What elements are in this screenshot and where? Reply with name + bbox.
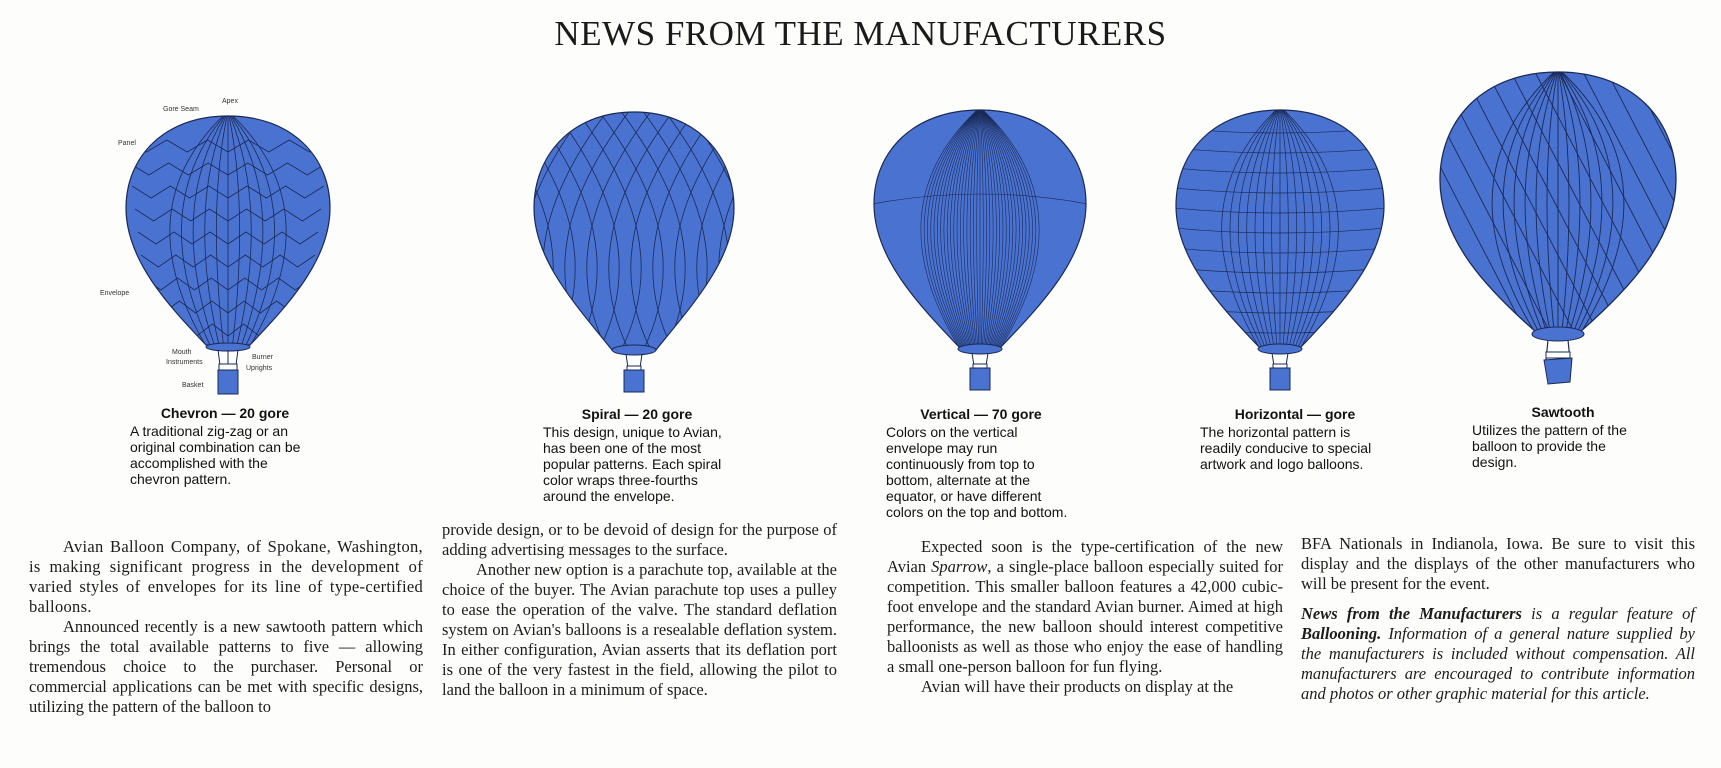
chevron-description: A traditional zig-zag or an original combination can be accomplished with the chevron pattern. xyxy=(130,423,301,487)
sawtooth-balloon-illustration xyxy=(1438,70,1678,392)
horizontal-balloon-illustration xyxy=(1174,108,1386,394)
gore-seam-label: Gore Seam xyxy=(163,106,199,113)
feature-name: News from the Manufacturers xyxy=(1301,604,1522,623)
uprights-label: Uprights xyxy=(246,365,273,372)
spiral-balloon-illustration xyxy=(532,110,736,394)
article-column-1 xyxy=(29,537,423,717)
spiral-heading: Spiral — 20 gore xyxy=(581,406,693,422)
sawtooth-caption xyxy=(1472,404,1654,470)
editorial-note xyxy=(1301,604,1695,704)
instruments-label: Instruments xyxy=(166,359,203,366)
sawtooth-heading: Sawtooth xyxy=(1531,404,1595,420)
col1-paragraph-1: Avian Balloon Company, of Spokane, Washington, is making significant progress in the development of varied styles of envelopes for its line of type-certified balloons. xyxy=(29,537,423,616)
col2-paragraph-2: Another new option is a parachute top, available at the choice of the buyer. The Avian parachute top uses a pulley to ease the operation of the valve. The standard deflation system on Avian's balloons is a resealable deflation system. In either configuration, Avian asserts that its deflation port is one of the very fastest in the field, allowing the pilot to land the balloon in a minimum of space. xyxy=(442,560,837,699)
page-title: NEWS FROM THE MANUFACTURERS xyxy=(554,14,1167,53)
magazine-name: Ballooning. xyxy=(1301,624,1382,643)
vertical-heading: Vertical — 70 gore xyxy=(920,406,1042,422)
mouth-label: Mouth xyxy=(172,349,192,356)
article-column-4 xyxy=(1301,534,1695,704)
basket-label: Basket xyxy=(182,382,204,389)
col4-paragraph-1: BFA Nationals in Indianola, Iowa. Be sure to visit this display and the displays of the other manufacturers who will be present for the event. xyxy=(1301,534,1695,593)
envelope-label: Envelope xyxy=(100,290,130,297)
article-column-2 xyxy=(442,520,837,700)
vertical-caption xyxy=(886,406,1076,520)
chevron-balloon-illustration xyxy=(118,110,338,400)
horizontal-caption xyxy=(1200,406,1390,472)
spiral-seam xyxy=(730,110,736,360)
spiral-caption xyxy=(543,406,731,504)
sparrow-name: Sparrow xyxy=(931,557,988,576)
burner-label: Burner xyxy=(252,354,274,361)
vertical-description: Colors on the vertical envelope may run continuously from top to bottom, alternate at the equator, or have different colors on the top and bottom. xyxy=(886,424,1068,520)
horizontal-heading: Horizontal — gore xyxy=(1234,406,1356,422)
sawtooth-description: Utilizes the pattern of the balloon to provide the design. xyxy=(1472,422,1627,470)
panel-label: Panel xyxy=(118,140,136,147)
note-mid: is a regular feature of xyxy=(1521,604,1695,623)
col2-paragraph-1: provide design, or to be devoid of design for the purpose of adding advertising messages to the surface. xyxy=(442,520,837,559)
spiral-description: This design, unique to Avian, has been one of the most popular patterns. Each spiral color wraps three-fourths around the envelope. xyxy=(543,424,722,504)
article-column-3 xyxy=(887,537,1283,697)
col3-text-a: Expected soon is the type-certification of the new Avian xyxy=(887,537,1283,576)
note-rest: Information of a general nature supplied by the manufacturers is included without compensation. All manufacturers are encouraged to contribute information and photos or other graphic material for this article. xyxy=(1301,624,1695,703)
col1-paragraph-2: Announced recently is a new sawtooth pattern which brings the total available patterns to five — allowing tremendous choice to the purchaser. Personal or commercial applications can be met with specific designs, utilizing the pattern of the balloon to xyxy=(29,617,423,716)
col3-text-b: , a single-place balloon especially suited for competition. This smaller balloon features a 42,000 cubic-foot envelope and the standard Avian burner. Aimed at high performance, the new balloon should interest competitive balloonists as well as those who enjoy the ease of handling a small one-person balloon for fun flying. xyxy=(887,557,1283,676)
col3-paragraph-1 xyxy=(887,537,1283,677)
apex-label: Apex xyxy=(222,98,238,105)
chevron-heading: Chevron — 20 gore xyxy=(160,405,290,421)
horizontal-description: The horizontal pattern is readily conducive to special artwork and logo balloons. xyxy=(1200,424,1372,472)
chevron-caption xyxy=(130,405,320,487)
vertical-balloon-illustration xyxy=(872,108,1088,394)
col3-paragraph-2: Avian will have their products on display at the xyxy=(921,677,1234,696)
